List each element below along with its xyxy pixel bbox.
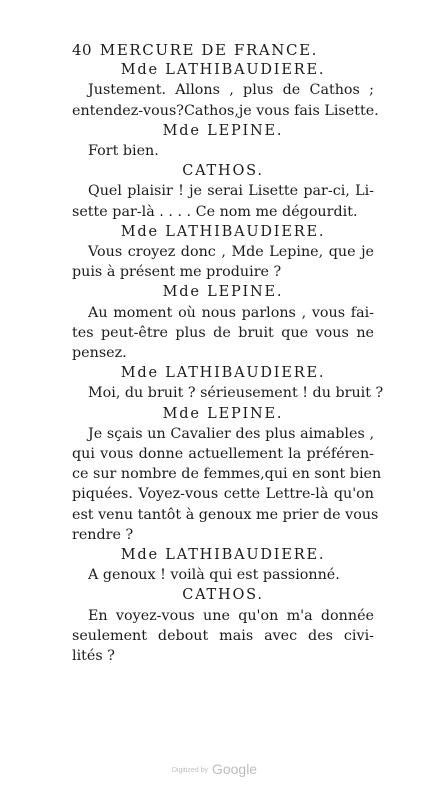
book-page [72, 40, 384, 666]
speaker-heading: Mde LATHIBAUDIERE. [120, 365, 326, 382]
speaker-heading: Mde LATHIBAUDIERE. [120, 547, 326, 564]
digitization-watermark [0, 761, 429, 777]
text-line: Fort bien. [88, 143, 159, 160]
speaker-heading: Mde LATHIBAUDIERE. [120, 62, 326, 79]
text-line: est venu tantôt à genoux me prier de vous [72, 506, 379, 523]
running-title: MERCURE DE FRANCE. [99, 41, 319, 59]
text-line: Quel plaisir ! je serai Lisette par-ci, Li- [88, 183, 374, 200]
speaker-heading: Mde LEPINE. [162, 405, 284, 422]
text-line: piquées. Voyez-vous cette Lettre-là qu'on [72, 486, 374, 503]
text-line: sette par-là . . . . Ce nom me dégourdit. [72, 203, 358, 220]
page-number: 40 [72, 41, 92, 59]
text-line: Au moment où nous parlons , vous fai- [88, 304, 374, 321]
speaker-heading: Mde LEPINE. [162, 284, 284, 301]
page-header [72, 40, 374, 60]
play-text [72, 60, 384, 666]
text-line: tes peut-être plus de bruit que vous ne [72, 324, 374, 341]
text-line: pensez. [72, 345, 127, 362]
text-line: Je sçais un Cavalier des plus aimables , [88, 425, 374, 442]
text-line: ce sur nombre de femmes,qui en sont bien [72, 466, 382, 483]
text-line: En voyez-vous une qu'on m'a donnée [88, 607, 374, 624]
text-line: Vous croyez donc , Mde Lepine, que je [88, 244, 374, 261]
text-line: qui vous donne actuellement la préféren- [72, 446, 374, 463]
text-line: entendez-vous?Cathos,je vous fais Lisette. [72, 102, 379, 119]
speaker-heading: Mde LATHIBAUDIERE. [120, 223, 326, 240]
watermark-brand: Google [211, 761, 258, 777]
text-line: rendre ? [72, 526, 134, 543]
text-line: Moi, du bruit ? sérieusement ! du bruit ? [88, 385, 384, 402]
speaker-heading: Mde LEPINE. [162, 122, 284, 139]
text-line: A genoux ! voilà qui est passionné. [88, 567, 340, 584]
watermark-prefix: Digitized by [171, 766, 209, 774]
speaker-heading: CATHOS. [182, 587, 264, 604]
text-line: seulement debout mais avec des civi- [72, 627, 374, 644]
speaker-heading: CATHOS. [182, 163, 264, 180]
text-line: puis à présent me produire ? [72, 264, 282, 281]
text-line: Justement. Allons , plus de Cathos ; [88, 82, 374, 99]
text-line: lités ? [72, 648, 115, 665]
